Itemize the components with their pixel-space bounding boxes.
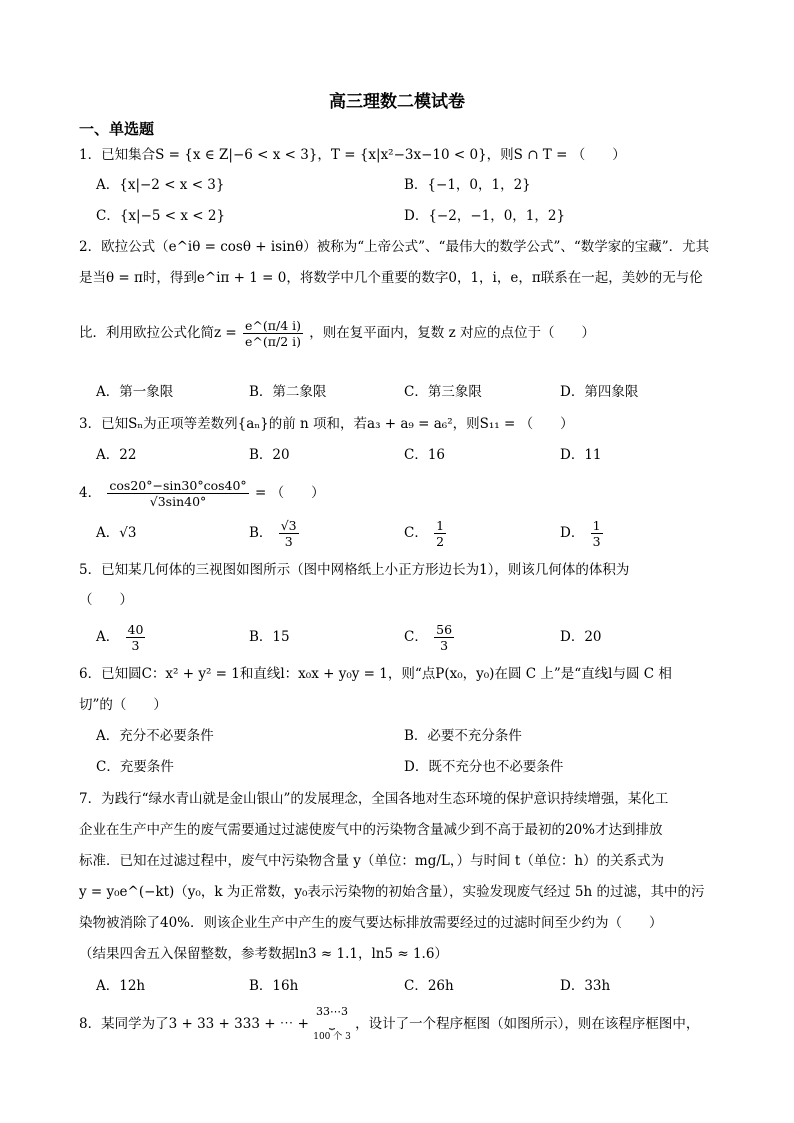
q4-option-c-prefix: C． — [404, 525, 428, 541]
q4-option-c-denominator: 2 — [436, 534, 445, 549]
q4-option-b — [249, 513, 301, 553]
question-5-line2: （ ） — [79, 592, 133, 608]
q1-option-a: A．{x|−2 < x < 3} — [96, 177, 225, 193]
question-3-stem: 3．已知Sₙ为正项等差数列{aₙ}的前 n 项和，若a₃ + a₉ = a₆²，则S₁₁ = （ ） — [79, 416, 574, 432]
q2-fraction-denominator: e^(π/2 i) — [245, 334, 301, 349]
q4-option-a: A．√3 — [96, 525, 137, 541]
q1-option-c: C．{x|−5 < x < 2} — [96, 208, 226, 224]
q5-option-c — [404, 617, 456, 657]
q5-option-a-prefix: A． — [96, 629, 120, 645]
q2-option-c: C．第三象限 — [404, 384, 482, 400]
q3-option-b: B．20 — [249, 447, 290, 463]
question-2-line1: 2．欧拉公式（e^iθ = cosθ + isinθ）被称为“上帝公式”、“最伟大的数学公式”、“数学家的宝藏”．尤其 — [79, 239, 710, 255]
q2-line3-suffix: ，则在复平面内，复数 z 对应的点位于（ ） — [309, 325, 595, 341]
q2-option-d: D．第四象限 — [560, 384, 639, 400]
q8-brace-top: 33⋯3 — [316, 1005, 349, 1018]
page-title: 高三理数二模试卷 — [329, 92, 465, 112]
q4-fraction — [107, 478, 248, 509]
q4-option-c-numerator: 1 — [436, 518, 445, 533]
q5-option-c-prefix: C． — [404, 629, 428, 645]
q4-option-c — [404, 513, 448, 553]
question-7-line2: 企业在生产中产生的废气需要通过过滤使废气中的污染物含量减少到不高于最初的20%才达到排放 — [79, 822, 663, 838]
q2-option-b: B．第二象限 — [249, 384, 327, 400]
q4-option-d-numerator: 1 — [592, 518, 601, 533]
q7-option-d: D．33h — [560, 978, 611, 994]
question-6-line1: 6．已知圆C：x² + y² = 1和直线l：x₀x + y₀y = 1，则“点P(x₀，y₀)在圆 C 上”是“直线l与圆 C 相 — [79, 666, 672, 682]
question-7-line5: 染物被消除了40%．则该企业生产中产生的废气要达标排放需要经过的过滤时间至少约为（ ） — [79, 915, 663, 931]
q4-option-b-prefix: B． — [249, 525, 273, 541]
q4-denominator: √3sin40° — [149, 494, 207, 509]
question-5-line1: 5．已知某几何体的三视图如图所示（图中网格纸上小正方形边长为1），则该几何体的体积为 — [79, 562, 630, 578]
q4-option-b-denominator: 3 — [284, 534, 293, 549]
q4-option-d — [560, 513, 605, 553]
q8-brace-bottom: 100 个 3 — [313, 1032, 351, 1042]
q3-option-d: D．11 — [560, 447, 602, 463]
q6-option-d: D．既不充分也不必要条件 — [404, 759, 564, 775]
q4-option-b-numerator: √3 — [280, 518, 297, 533]
q5-option-c-fraction — [434, 622, 454, 653]
q5-option-a — [96, 617, 147, 657]
q1-option-d: D．{−2，−1，0，1，2} — [404, 208, 566, 224]
q2-option-a: A．第一象限 — [96, 384, 174, 400]
question-7-line3: 标准．已知在过滤过程中，废气中污染物含量 y（单位：mg/L，）与时间 t（单位：h）的关系式为 — [79, 853, 665, 869]
question-8-stem — [79, 1005, 715, 1044]
section-heading: 一、单选题 — [79, 120, 155, 138]
q4-suffix: = （ ） — [254, 485, 325, 501]
q4-option-b-fraction — [279, 518, 299, 549]
question-2-line3 — [79, 305, 715, 361]
q5-option-a-denominator: 3 — [131, 638, 140, 653]
q4-option-d-denominator: 3 — [592, 534, 601, 549]
q4-numerator: cos20°−sin30°cos40° — [109, 478, 247, 493]
question-6-line2: 切”的（ ） — [79, 697, 167, 713]
question-7-line4: y = y₀e^(−kt)（y₀，k 为正常数，y₀表示污染物的初始含量），实验发现废气经过 5h 的过滤，其中的污 — [79, 884, 705, 900]
q6-option-b: B．必要不充分条件 — [404, 728, 522, 744]
q4-option-c-fraction — [434, 518, 446, 549]
q7-option-c: C．26h — [404, 978, 454, 994]
q2-line3-prefix: 比．利用欧拉公式化简z = — [79, 325, 237, 341]
q3-option-c: C．16 — [404, 447, 446, 463]
q1-option-b: B．{−1，0，1，2} — [404, 177, 531, 193]
q2-fraction — [243, 318, 303, 349]
q4-option-d-prefix: D． — [560, 525, 585, 541]
q7-option-a: A．12h — [96, 978, 146, 994]
question-2-line2: 是当θ = π时，得到e^iπ + 1 = 0，将数学中几个重要的数字0，1，i，e，π联系在一起，美妙的无与伦 — [79, 270, 703, 286]
q4-prefix: 4． — [79, 485, 102, 501]
question-7-line6: （结果四舍五入保留整数，参考数据ln3 ≈ 1.1，ln5 ≈ 1.6） — [79, 946, 448, 962]
question-1-stem: 1．已知集合S = {x ∈ Z|−6 < x < 3}，T = {x|x²−3x−10 < 0}，则S ∩ T = （ ） — [79, 147, 626, 163]
q5-option-c-numerator: 56 — [436, 622, 453, 637]
q2-fraction-numerator: e^(π/4 i) — [245, 318, 301, 333]
q3-option-a: A．22 — [96, 447, 137, 463]
question-4-stem — [79, 473, 715, 513]
q8-prefix: 8．某同学为了3 + 33 + 333 + ⋯ + — [79, 1016, 309, 1032]
q6-option-c: C．充要条件 — [96, 759, 174, 775]
q4-option-d-fraction — [591, 518, 603, 549]
q5-option-c-denominator: 3 — [440, 638, 449, 653]
q8-suffix: ，设计了一个程序框图（如图所示），则在该程序框图中， — [355, 1016, 700, 1032]
q5-option-a-fraction — [126, 622, 146, 653]
q7-option-b: B．16h — [249, 978, 299, 994]
q5-option-a-numerator: 40 — [127, 622, 144, 637]
q8-underbrace — [313, 1005, 351, 1044]
q5-option-b: B．15 — [249, 629, 290, 645]
question-7-line1: 7．为践行“绿水青山就是金山银山”的发展理念，全国各地对生态环境的保护意识持续增强，某化工 — [79, 791, 669, 807]
q5-option-d: D．20 — [560, 629, 602, 645]
q6-option-a: A．充分不必要条件 — [96, 728, 214, 744]
brace-icon: ⏟ — [329, 1019, 336, 1030]
